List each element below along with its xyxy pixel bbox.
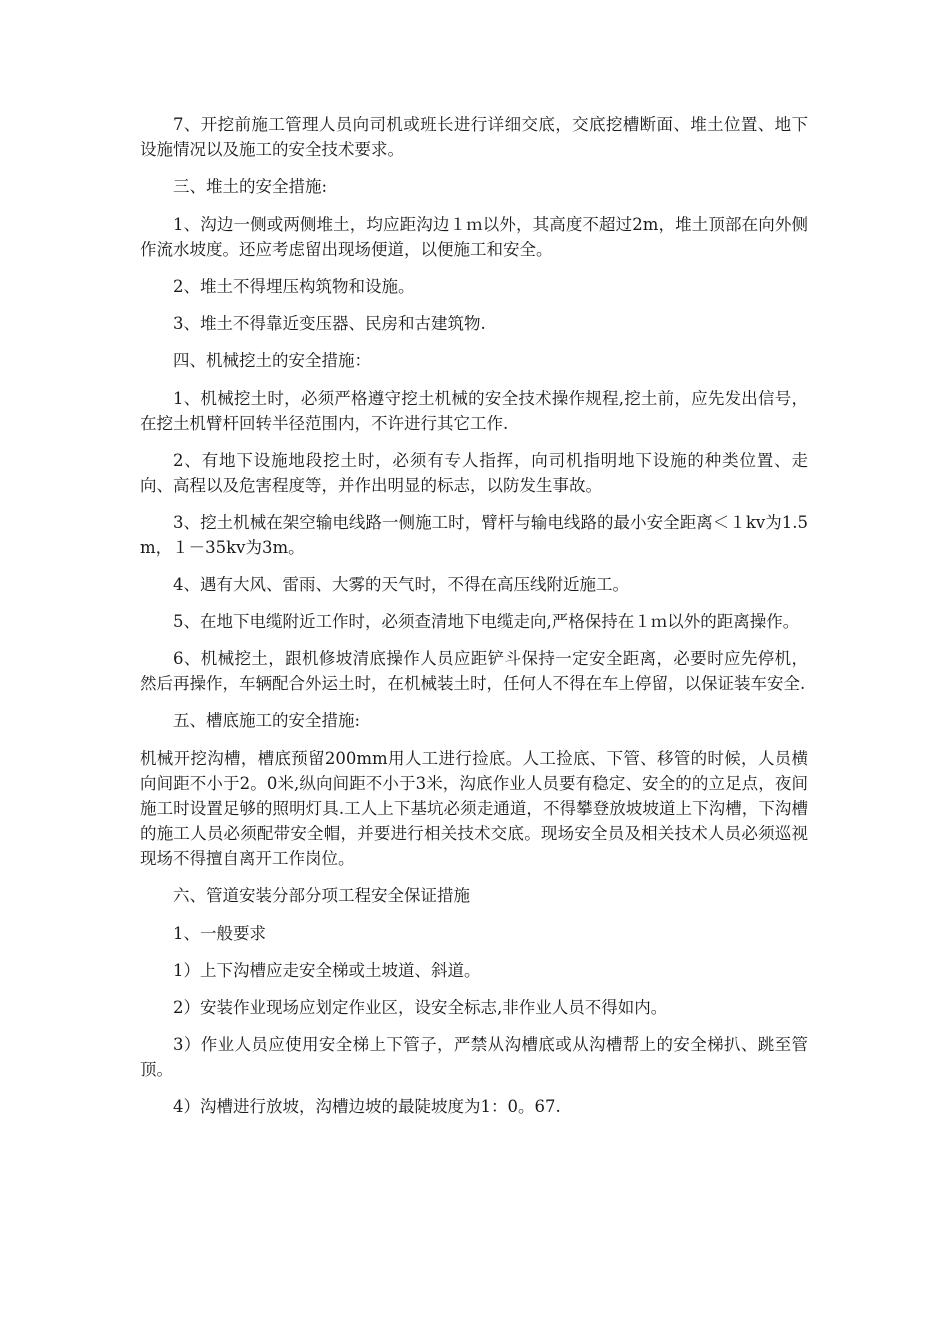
section-heading-5: 五、槽底施工的安全措施:: [173, 711, 361, 730]
paragraph-machine-2: 2、有地下设施地段挖土时，必须有专人指挥，向司机指明地下设施的种类位置、走向、高程以及危害程度等，并作出明显的标志，以防发生事故。: [140, 451, 808, 495]
section-heading-4: 四、机械挖土的安全措施：: [173, 351, 371, 370]
document-body: [140, 112, 808, 1131]
paragraph-machine-5: 5、在地下电缆附近工作时，必须查清地下电缆走向,严格保持在１ｍ以外的距离操作。: [173, 612, 800, 631]
paragraph-machine-1: 1、机械挖土时，必须严格遵守挖土机械的安全技术操作规程,挖土前，应先发出信号，在挖土机臂杆回转半径范围内，不许进行其它工作.: [140, 389, 808, 433]
paragraph-trench-bottom: 机械开挖沟槽，槽底预留200mm用人工进行捡底。人工捡底、下管、移管的时候，人员横向间距不小于2。0米,纵向间距不小于3米，沟底作业人员要有稳定、安全的的立足点，夜间施工时设置足够的照明灯具.工人上下基坑必须走通道，不得攀登放坡坡道上下沟槽，下沟槽的施工人员必须配带安全帽，并要进行相关技术交底。现场安全员及相关技术人员必须巡视现场不得擅自离开工作岗位。: [140, 749, 808, 868]
paragraph-general-4: 4）沟槽进行放坡，沟槽边坡的最陡坡度为1：0。67.: [173, 1097, 561, 1116]
paragraph-machine-4: 4、遇有大风、雷雨、大雾的天气时，不得在高压线附近施工。: [173, 575, 629, 594]
section-heading-6: 六、管道安装分部分项工程安全保证措施: [173, 886, 470, 905]
paragraph-general-2: 2）安装作业现场应划定作业区，设安全标志,非作业人员不得如内。: [173, 998, 668, 1017]
paragraph-soil-2: 2、堆土不得埋压构筑物和设施。: [173, 277, 415, 296]
subheading-general: 1、一般要求: [173, 924, 266, 943]
paragraph-soil-3: 3、堆土不得靠近变压器、民房和古建筑物.: [173, 314, 486, 333]
paragraph-item-7: 7、开挖前施工管理人员向司机或班长进行详细交底，交底挖槽断面、堆土位置、地下设施情况以及施工的安全技术要求。: [140, 115, 808, 159]
paragraph-machine-6: 6、机械挖土，跟机修坡清底操作人员应距铲斗保持一定安全距离，必要时应先停机，然后再操作，车辆配合外运土时，在机械装土时，任何人不得在车上停留，以保证装车安全.: [140, 649, 808, 693]
paragraph-soil-1: 1、沟边一侧或两侧堆土，均应距沟边１ｍ以外，其高度不超过2m，堆土顶部在向外侧作流水坡度。还应考虑留出现场便道，以便施工和安全。: [140, 215, 808, 259]
paragraph-machine-3: 3、挖土机械在架空输电线路一侧施工时，臂杆与输电线路的最小安全距离＜１kv为1.5m，１－35kv为3m。: [140, 513, 808, 557]
paragraph-general-1: 1）上下沟槽应走安全梯或土坡道、斜道。: [173, 961, 481, 980]
section-heading-3: 三、堆土的安全措施:: [173, 177, 328, 196]
paragraph-general-3: 3）作业人员应使用安全梯上下管子，严禁从沟槽底或从沟槽帮上的安全梯扒、跳至管顶。: [140, 1035, 808, 1079]
